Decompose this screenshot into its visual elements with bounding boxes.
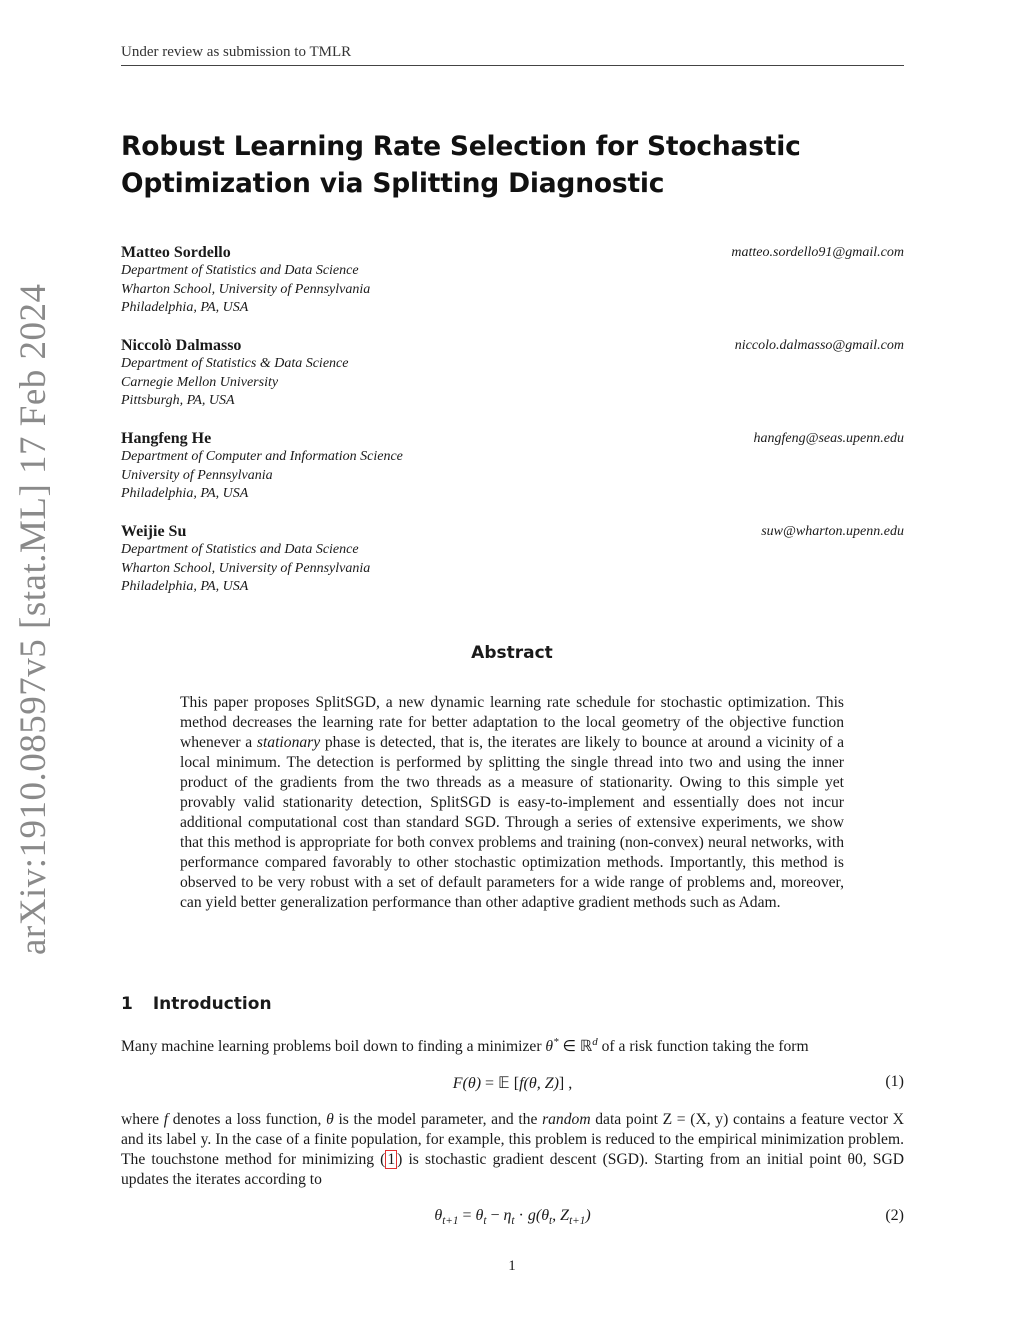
intro-text: denotes a loss function, [168, 1111, 327, 1128]
abstract-text [180, 693, 844, 913]
author-affiliation-line: Wharton School, University of Pennsylvania [121, 281, 371, 297]
equation-2 [121, 1207, 904, 1229]
paper-title: Robust Learning Rate Selection for Stochastic Optimization via Splitting Diagnostic [121, 131, 801, 199]
intro-emphasis: random [542, 1111, 591, 1128]
author-name: Matteo Sordello [121, 244, 231, 261]
author-affiliation-line: Philadelphia, PA, USA [121, 300, 249, 315]
equation-number: (1) [885, 1073, 904, 1090]
intro-paragraph: where f denotes a loss function, θ is the model parameter, and the random data point Z = (X, y) contains a feature vector X and its label y. In the case of a finite population, for example, this problem is reduced to the empirical minimization problem. The touchstone method for minimizing ( 1 ) is stochastic gradient descent (SGD). Starting from an initial point θ0, SGD updates the iterates according to [121, 1111, 904, 1188]
equation-reference-link[interactable]: 1 [387, 1151, 396, 1168]
author-affiliation-line: Department of Computer and Information Science [121, 449, 403, 464]
equation-number: (2) [885, 1207, 904, 1224]
inline-math: θ* ∈ ℝ$^d$ [545, 1035, 598, 1055]
section-heading [121, 994, 272, 1014]
running-head: Under review as submission to TMLR [121, 44, 904, 66]
author-affiliation-line: Department of Statistics and Data Science [121, 542, 359, 557]
section-number: 1 [121, 994, 133, 1014]
section-title: Introduction [152, 994, 272, 1014]
author-email[interactable]: suw@wharton.upenn.edu [761, 524, 904, 539]
author-name: Niccolò Dalmasso [121, 337, 242, 354]
author-affiliation-line: University of Pennsylvania [121, 467, 273, 483]
intro-text: where [121, 1111, 164, 1128]
arxiv-identifier: arXiv:1910.08597v5 [stat.ML] 17 Feb 2024 [13, 283, 54, 955]
author-email[interactable]: niccolo.dalmasso@gmail.com [734, 338, 904, 353]
author-block [121, 243, 904, 318]
abstract-heading: Abstract [471, 643, 553, 663]
intro-text: of a risk function taking the form [597, 1038, 809, 1055]
intro-text: is the model parameter, and the [333, 1111, 543, 1128]
intro-text: Many machine learning problems boil down to finding a minimizer [121, 1038, 546, 1055]
equation-expression: F(θ) = 𝔼 [f(θ, Z)] , [452, 1075, 573, 1092]
equation-expression: $\theta_{t+1} = \theta_t - \eta_t \cdot g(\theta_t$, $Z_{t+1}$) [434, 1207, 591, 1228]
abstract-emphasis: stationary [256, 734, 321, 751]
author-name: Weijie Su [121, 523, 187, 540]
equation-1 [121, 1073, 904, 1095]
author-affiliation-line: Philadelphia, PA, USA [121, 486, 249, 501]
inline-math: θ [326, 1111, 334, 1128]
author-email[interactable]: hangfeng@seas.upenn.edu [753, 431, 904, 446]
abstract-text-part: phase is detected, that is, the iterates are likely to bounce at around a vicinity of a local minimum. The detection is performed by splitting the single thread into two and using the inner product of the gradients from the two threads as a measure of stationarity. Owing to this simple yet provably valid stationarity detection, SplitSGD is easy-to-implement and essentially does not incur additional computational cost than standard SGD. Through a series of extensive experiments, we show that this method is appropriate for both convex problems and training (non-convex) neural networks, with performance compared favorably to other stochastic optimization methods. Importantly, this method is observed to be very robust with a set of default parameters for a wide range of problems and, moreover, can yield better generalization performance than other adaptive gradient methods such as Adam. [180, 734, 845, 911]
author-affiliation-line: Carnegie Mellon University [121, 374, 279, 390]
author-block [121, 336, 904, 411]
inline-math: f [163, 1111, 169, 1128]
author-name: Hangfeng He [121, 430, 212, 447]
author-block [121, 429, 904, 504]
intro-paragraph [121, 1037, 904, 1057]
author-affiliation-line: Pittsburgh, PA, USA [121, 393, 235, 408]
author-affiliation-line: Department of Statistics & Data Science [121, 356, 349, 371]
intro-text: data point Z = (X, y) contains a feature vector X and its label y. In the case of a finite population, for example, this problem is reduced to the empirical minimization problem. The touchstone method for minimizing [121, 1111, 904, 1168]
author-block [121, 522, 904, 597]
author-affiliation-line: Philadelphia, PA, USA [121, 579, 249, 594]
intro-text: is stochastic gradient descent (SGD). Starting from an initial point θ0, SGD updates the iterates according to [121, 1151, 904, 1188]
author-affiliation-line: Department of Statistics and Data Science [121, 263, 359, 278]
page-number: 1 [508, 1258, 516, 1274]
author-email[interactable]: matteo.sordello91@gmail.com [731, 245, 904, 260]
abstract-text-part: This paper proposes SplitSGD, a new dynamic learning rate schedule for stochastic optimization. This method decreases the learning rate for better adaptation to the local geometry of the objective function whenever a [180, 694, 844, 751]
author-affiliation-line: Wharton School, University of Pennsylvania [121, 560, 371, 576]
